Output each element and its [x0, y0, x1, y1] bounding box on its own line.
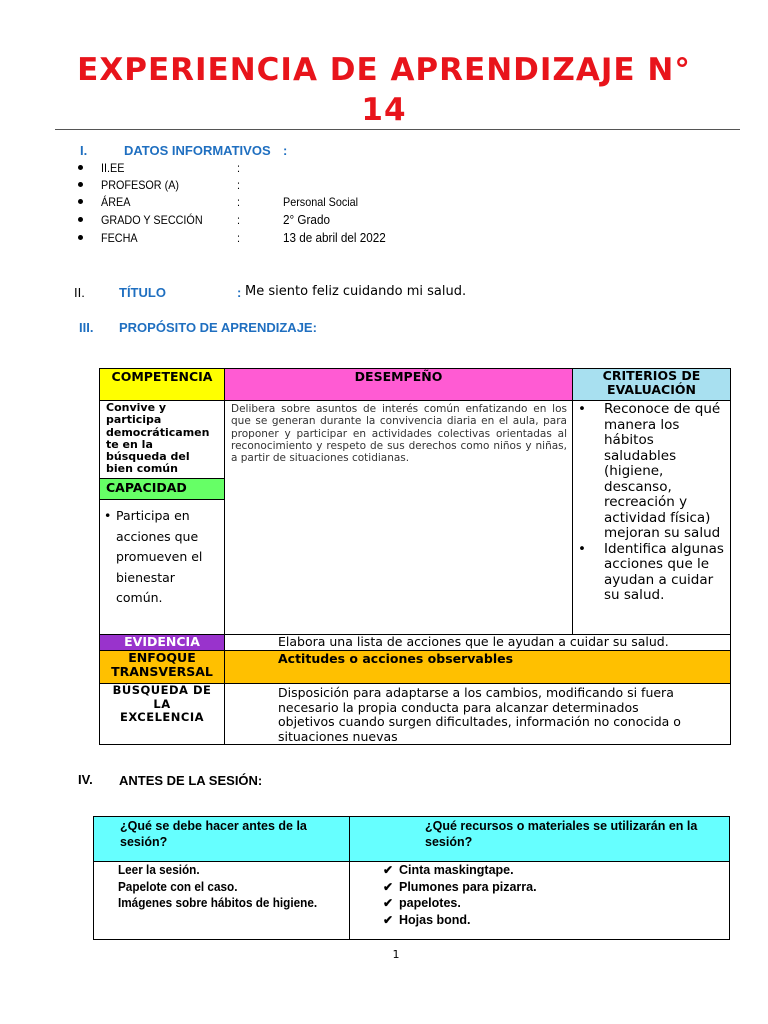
- enfoque-row: [100, 684, 731, 745]
- check-icon: ✔: [382, 863, 394, 877]
- competencia-cell: [100, 401, 225, 635]
- capacidad-text: Participa en acciones que promueven el bienestar común.: [116, 508, 203, 605]
- check-icon: ✔: [382, 879, 394, 894]
- desempeno-header-label: DESEMPEÑO: [354, 369, 443, 384]
- criterio-item: [577, 542, 724, 604]
- list-item: [377, 912, 729, 929]
- competencia-line: democráticamen: [106, 425, 210, 439]
- competencia-row: [100, 401, 731, 635]
- before-col2-header: ¿Qué recursos o materiales se utilizarán en la sesión?: [350, 817, 730, 862]
- capacidad-item: [100, 500, 224, 609]
- section-2-number: II.: [74, 285, 85, 300]
- list-item: [377, 879, 729, 896]
- list-item: Leer la sesión.: [117, 863, 200, 877]
- capacidad-label: CAPACIDAD: [100, 478, 224, 500]
- competencia-line: Convive y: [106, 401, 167, 414]
- enfoque-header-label-2: TRANSVERSAL: [111, 664, 213, 679]
- datos-colon: :: [237, 231, 241, 245]
- section-4-number: IV.: [78, 772, 93, 787]
- bullet-icon: [78, 235, 83, 240]
- before-col1-header: ¿Qué se debe hacer antes de la sesión?: [94, 817, 350, 862]
- desempeno-text: Delibera sobre asuntos de interés común enfatizando en los que se generan durante la convivencia diaria en el aula, para proponer y participar en actividades colectivas orientadas al reconocimiento y respeto de sus derechos como niños y niñas, a partir de situaciones cotidianas.: [231, 403, 567, 465]
- evidencia-label: EVIDENCIA: [100, 635, 225, 651]
- title-line-1: EXPERIENCIA DE APRENDIZAJE N°: [77, 52, 691, 88]
- session-title: Me siento feliz cuidando mi salud.: [245, 284, 467, 299]
- list-item-text: Plumones para pizarra.: [399, 879, 537, 894]
- desempeno-header: [225, 369, 573, 401]
- before-col2-cell: [350, 862, 730, 940]
- enfoque-name-line: BÚSQUEDA DE: [112, 683, 212, 697]
- bullet-icon: •: [578, 540, 586, 557]
- datos-label: PROFESOR (A): [101, 178, 180, 192]
- actitudes-header: Actitudes o acciones observables: [225, 651, 731, 684]
- title-divider: [55, 129, 740, 130]
- competencia-line: búsqueda del: [106, 450, 190, 464]
- competencia-line: te en la: [106, 437, 153, 451]
- datos-value: 2° Grado: [283, 212, 330, 227]
- competencia-text: [100, 401, 224, 478]
- before-table-header: [94, 817, 730, 862]
- bullet-icon: •: [104, 508, 112, 523]
- datos-colon: :: [237, 178, 241, 192]
- competencia-header: [100, 369, 225, 401]
- section-2-colon: :: [237, 285, 242, 300]
- enfoque-header-label-1: ENFOQUE: [128, 650, 196, 665]
- section-2-heading: TÍTULO: [119, 285, 166, 300]
- list-item-text: Hojas bond.: [399, 913, 471, 928]
- check-icon: ✔: [382, 896, 394, 911]
- title-line-2: 14: [361, 92, 407, 128]
- check-icon: ✔: [382, 913, 394, 928]
- criterio-item: [577, 402, 724, 542]
- section-1-colon: :: [283, 143, 288, 158]
- evidencia-text: Elabora una lista de acciones que le ayudan a cuidar su salud.: [225, 635, 731, 651]
- criterios-header-label-1: CRITERIOS DE: [602, 368, 701, 383]
- datos-colon: :: [237, 161, 241, 175]
- list-item: [377, 895, 729, 912]
- enfoque-header: [100, 651, 225, 684]
- table-header-row: [100, 369, 731, 401]
- competencia-line: bien común: [106, 462, 178, 476]
- before-table-body: [94, 862, 730, 940]
- competencia-header-label: COMPETENCIA: [111, 369, 213, 384]
- competencia-line: participa: [106, 413, 162, 427]
- datos-label: ÁREA: [101, 195, 131, 209]
- criterio-text: Reconoce de qué manera los hábitos saludables (higiene, descanso, recreación y actividad física) mejoran su salud: [604, 401, 721, 541]
- purpose-table: [99, 368, 731, 745]
- criterio-text: Identifica algunas acciones que le ayudan a cuidar su salud.: [604, 540, 724, 603]
- section-4-heading: ANTES DE LA SESIÓN:: [119, 773, 263, 788]
- bullet-icon: [78, 165, 83, 170]
- list-item: Imágenes sobre hábitos de higiene.: [117, 896, 317, 911]
- datos-label: II.EE: [101, 161, 125, 175]
- before-session-table: [93, 816, 730, 940]
- criterios-cell: [573, 401, 731, 635]
- enfoque-text: Disposición para adaptarse a los cambios, modificando si fuera necesario la propia conducta para alcanzar determinados objetivos cuando surgen dificultades, información no conocida o situaciones nuevas: [225, 684, 731, 745]
- enfoque-name-line: LA: [153, 696, 171, 711]
- enfoque-name-line: EXCELENCIA: [119, 710, 205, 724]
- datos-value: 13 de abril del 2022: [283, 230, 386, 245]
- datos-value: Personal Social: [283, 195, 359, 209]
- section-3-number: III.: [79, 320, 94, 335]
- before-col1-cell: [94, 862, 335, 940]
- section-3-heading: PROPÓSITO DE APRENDIZAJE:: [119, 320, 317, 335]
- bullet-icon: [78, 182, 83, 187]
- bullet-icon: [78, 199, 83, 204]
- section-1-number: I.: [80, 143, 88, 158]
- desempeno-cell: [225, 401, 573, 635]
- criterios-header-label-2: EVALUACIÓN: [607, 382, 696, 397]
- document-title: [0, 50, 768, 130]
- datos-label: FECHA: [101, 231, 138, 245]
- list-item-text: papelotes.: [399, 896, 461, 911]
- enfoque-header-row: [100, 651, 731, 684]
- enfoque-name: [100, 684, 225, 745]
- list-item: [377, 862, 729, 879]
- datos-colon: :: [237, 195, 241, 209]
- evidencia-row: [100, 635, 731, 651]
- bullet-icon: •: [578, 401, 586, 417]
- page-number: 1: [392, 948, 400, 961]
- list-item: Papelote con el caso.: [117, 879, 237, 894]
- bullet-icon: [78, 217, 83, 222]
- criterios-header: [573, 369, 731, 401]
- datos-label: GRADO Y SECCIÓN: [101, 213, 203, 227]
- list-item-text: Cinta maskingtape.: [399, 863, 514, 877]
- datos-colon: :: [237, 213, 241, 227]
- section-1-heading: DATOS INFORMATIVOS: [124, 143, 271, 158]
